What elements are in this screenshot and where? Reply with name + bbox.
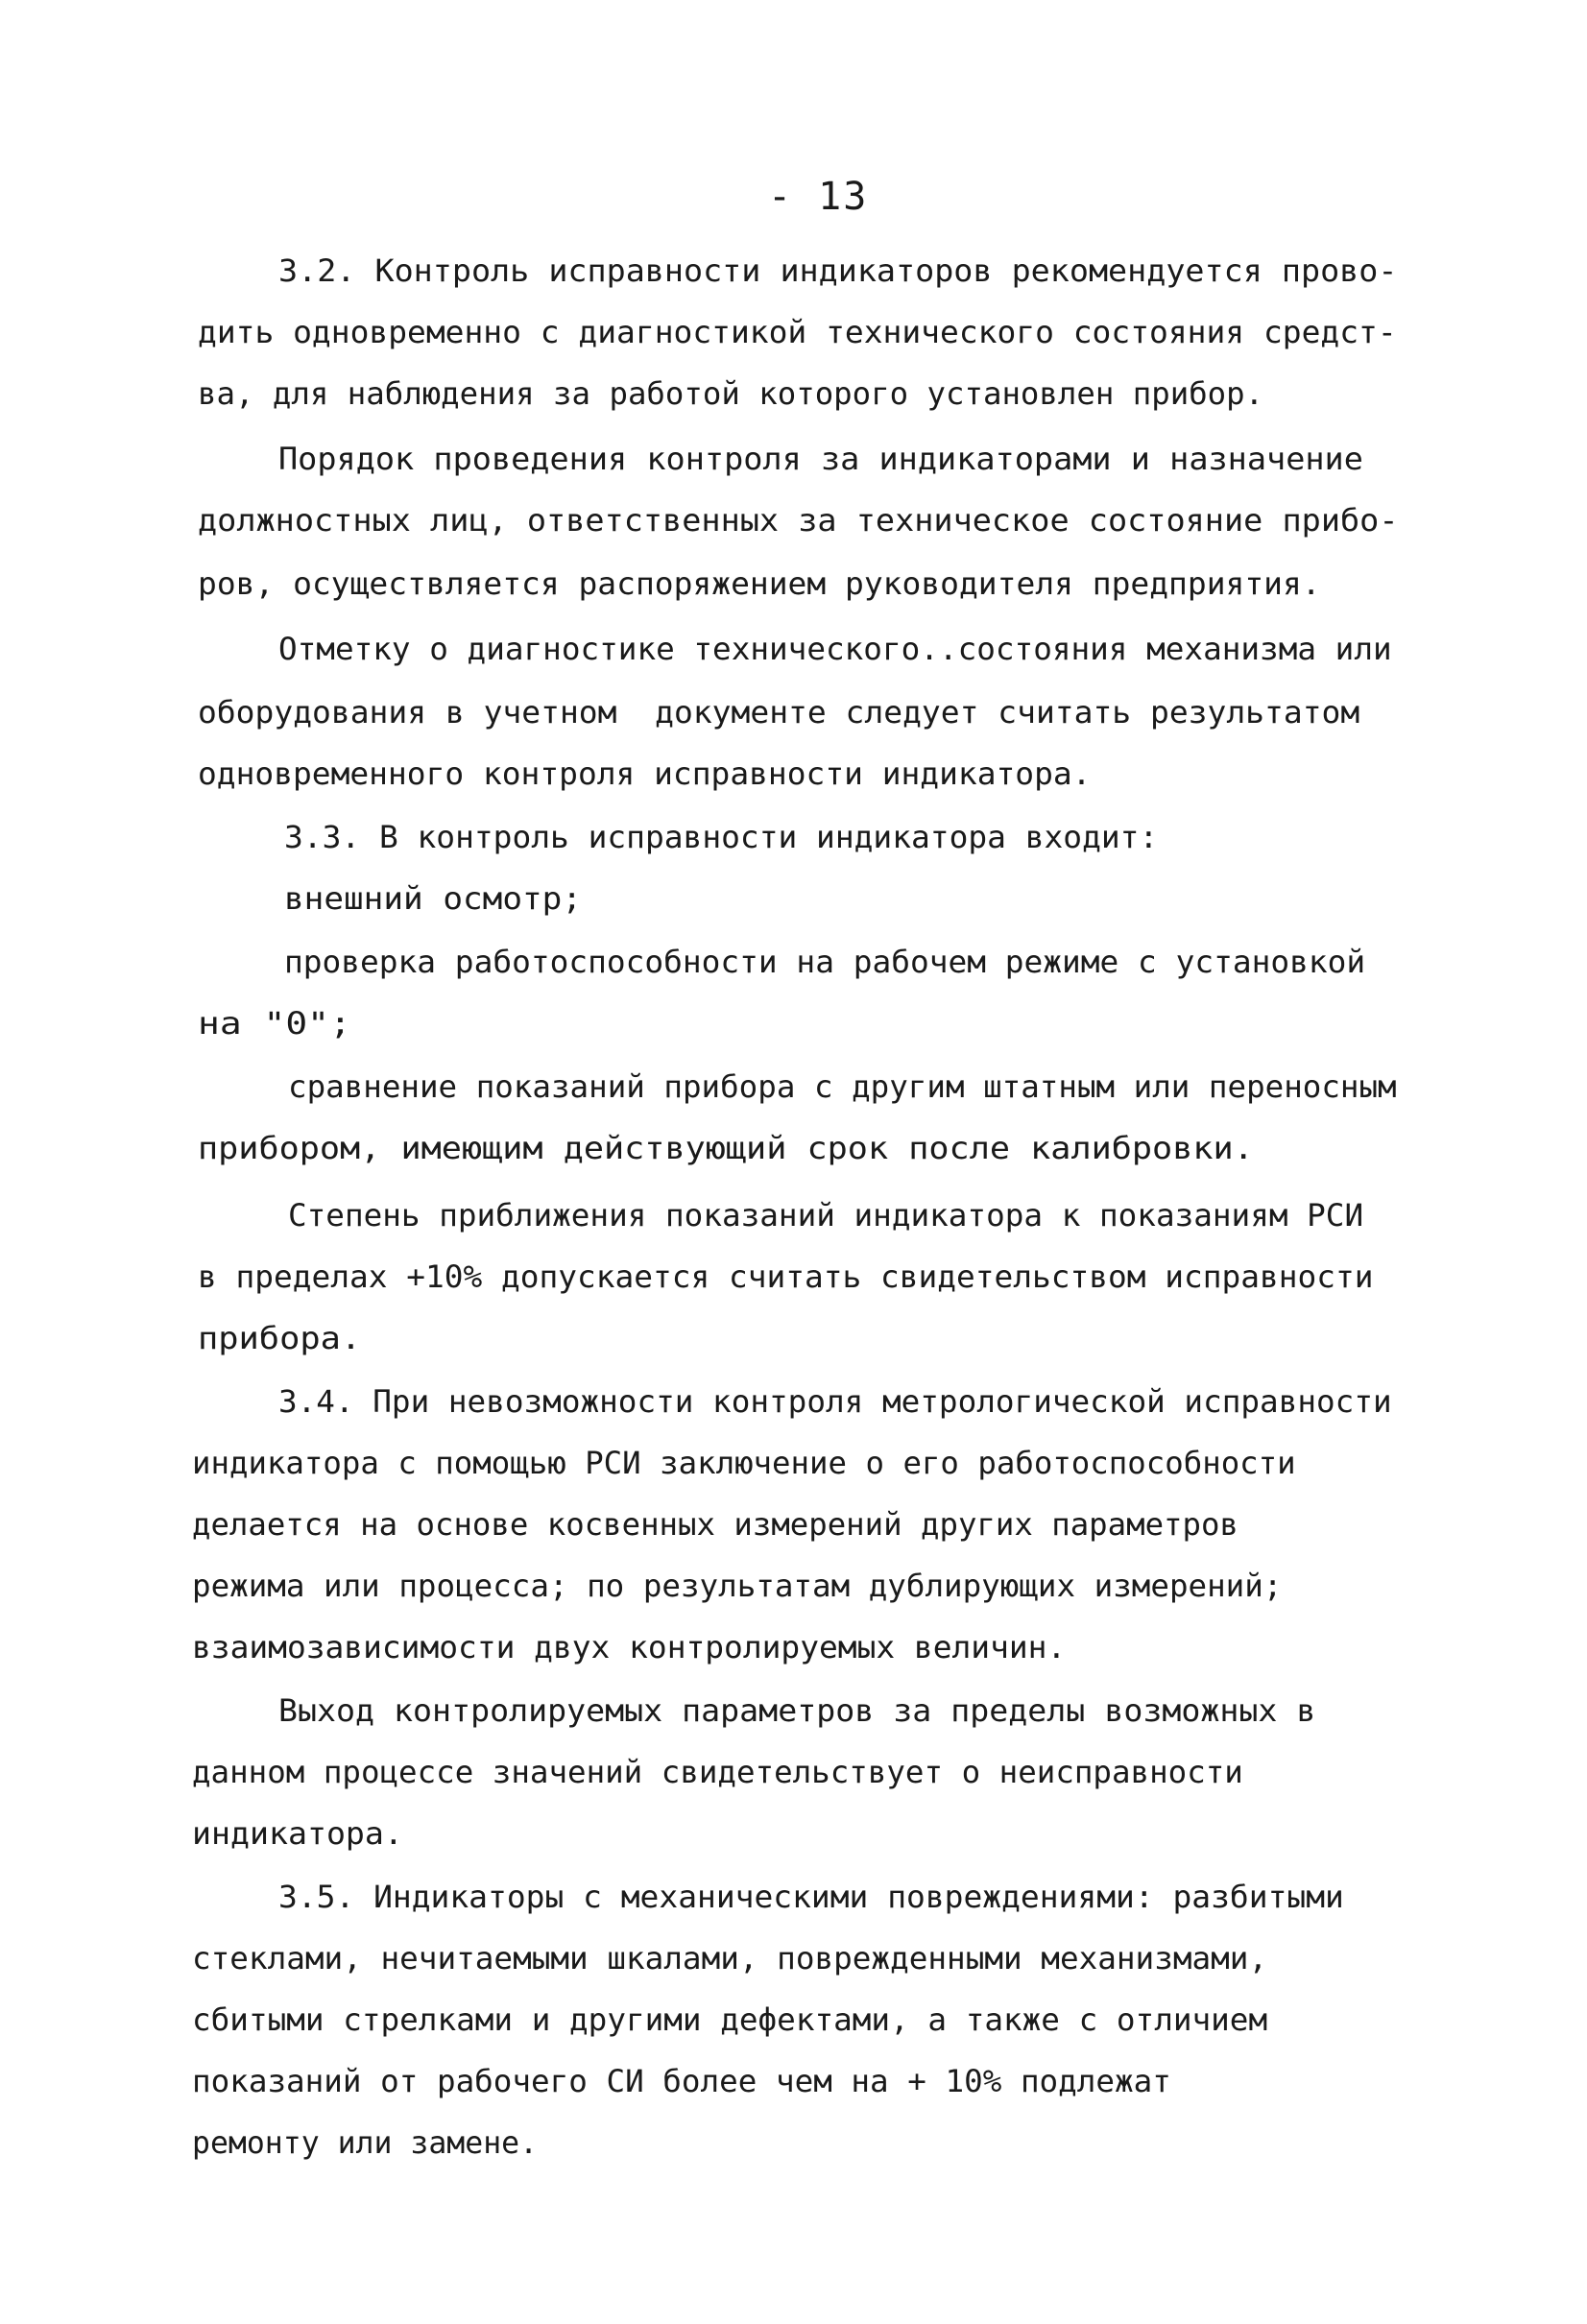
text-line-24: Выход контролируемых параметров за пределы возможных в [278,1692,1316,1729]
text-line-25: данном процессе значений свидетельствует о неисправности [192,1754,1243,1790]
text-line-21: делается на основе косвенных измерений других параметров [192,1506,1238,1543]
text-line-23: взаимозависимости двух контролируемых величин. [192,1629,1067,1665]
text-line-10: 3.3. В контроль исправности индикатора входит: [284,819,1159,855]
text-line-16: Степень приближения показаний индикатора к показаниям РСИ [288,1197,1364,1234]
text-line-1: 3.2. Контроль исправности индикаторов рекомендуется прово- [278,252,1398,289]
text-line-22: режима или процесса; по результатам дублирующих измерений; [192,1568,1283,1604]
text-line-28: стеклами, нечитаемыми шкалами, поврежденными механизмами, [192,1940,1268,1977]
text-line-12: проверка работоспособности на рабочем режиме с установкой [284,944,1366,980]
text-line-20: индикатора с помощью РСИ заключение о его работоспособности [192,1445,1296,1481]
text-line-13: на "0"; [198,1005,351,1042]
text-line-9: одновременного контроля исправности индикатора. [198,755,1092,792]
text-line-30: показаний от рабочего СИ более чем на + 10% подлежат [192,2063,1171,2099]
text-line-31: ремонту или замене. [192,2124,539,2161]
text-line-5: должностных лиц, ответственных за техническое состояние прибо- [198,502,1399,539]
text-line-14: сравнение показаний прибора с другим штатным или переносным [288,1068,1397,1105]
text-line-19: 3.4. При невозможности контроля метрологической исправности [278,1383,1392,1420]
text-line-18: прибора. [198,1320,362,1356]
text-line-29: сбитыми стрелками и другими дефектами, а также с отличием [192,2001,1268,2038]
text-line-27: 3.5. Индикаторы с механическими повреждениями: разбитыми [278,1879,1344,1915]
text-line-6: ров, осуществляется распоряжением руководителя предприятия. [198,565,1321,602]
text-line-17: в пределах +10% допускается считать свидетельством исправности [198,1258,1374,1295]
text-line-26: индикатора. [192,1815,403,1852]
text-line-4: Порядок проведения контроля за индикаторами и назначение [278,441,1363,477]
text-line-15: прибором, имеющим действующий срок после калибровки. [198,1130,1254,1166]
text-line-8: оборудования в учетном документе следует считать результатом [198,694,1360,731]
page-number: - 13 [768,175,869,219]
text-line-7: Отметку о диагностике технического..состояния механизма или [278,631,1392,667]
text-line-11: внешний осмотр; [284,880,582,917]
text-line-3: ва, для наблюдения за работой которого установлен прибор. [198,375,1264,412]
text-line-2: дить одновременно с диагностикой технического состояния средст- [198,314,1397,350]
